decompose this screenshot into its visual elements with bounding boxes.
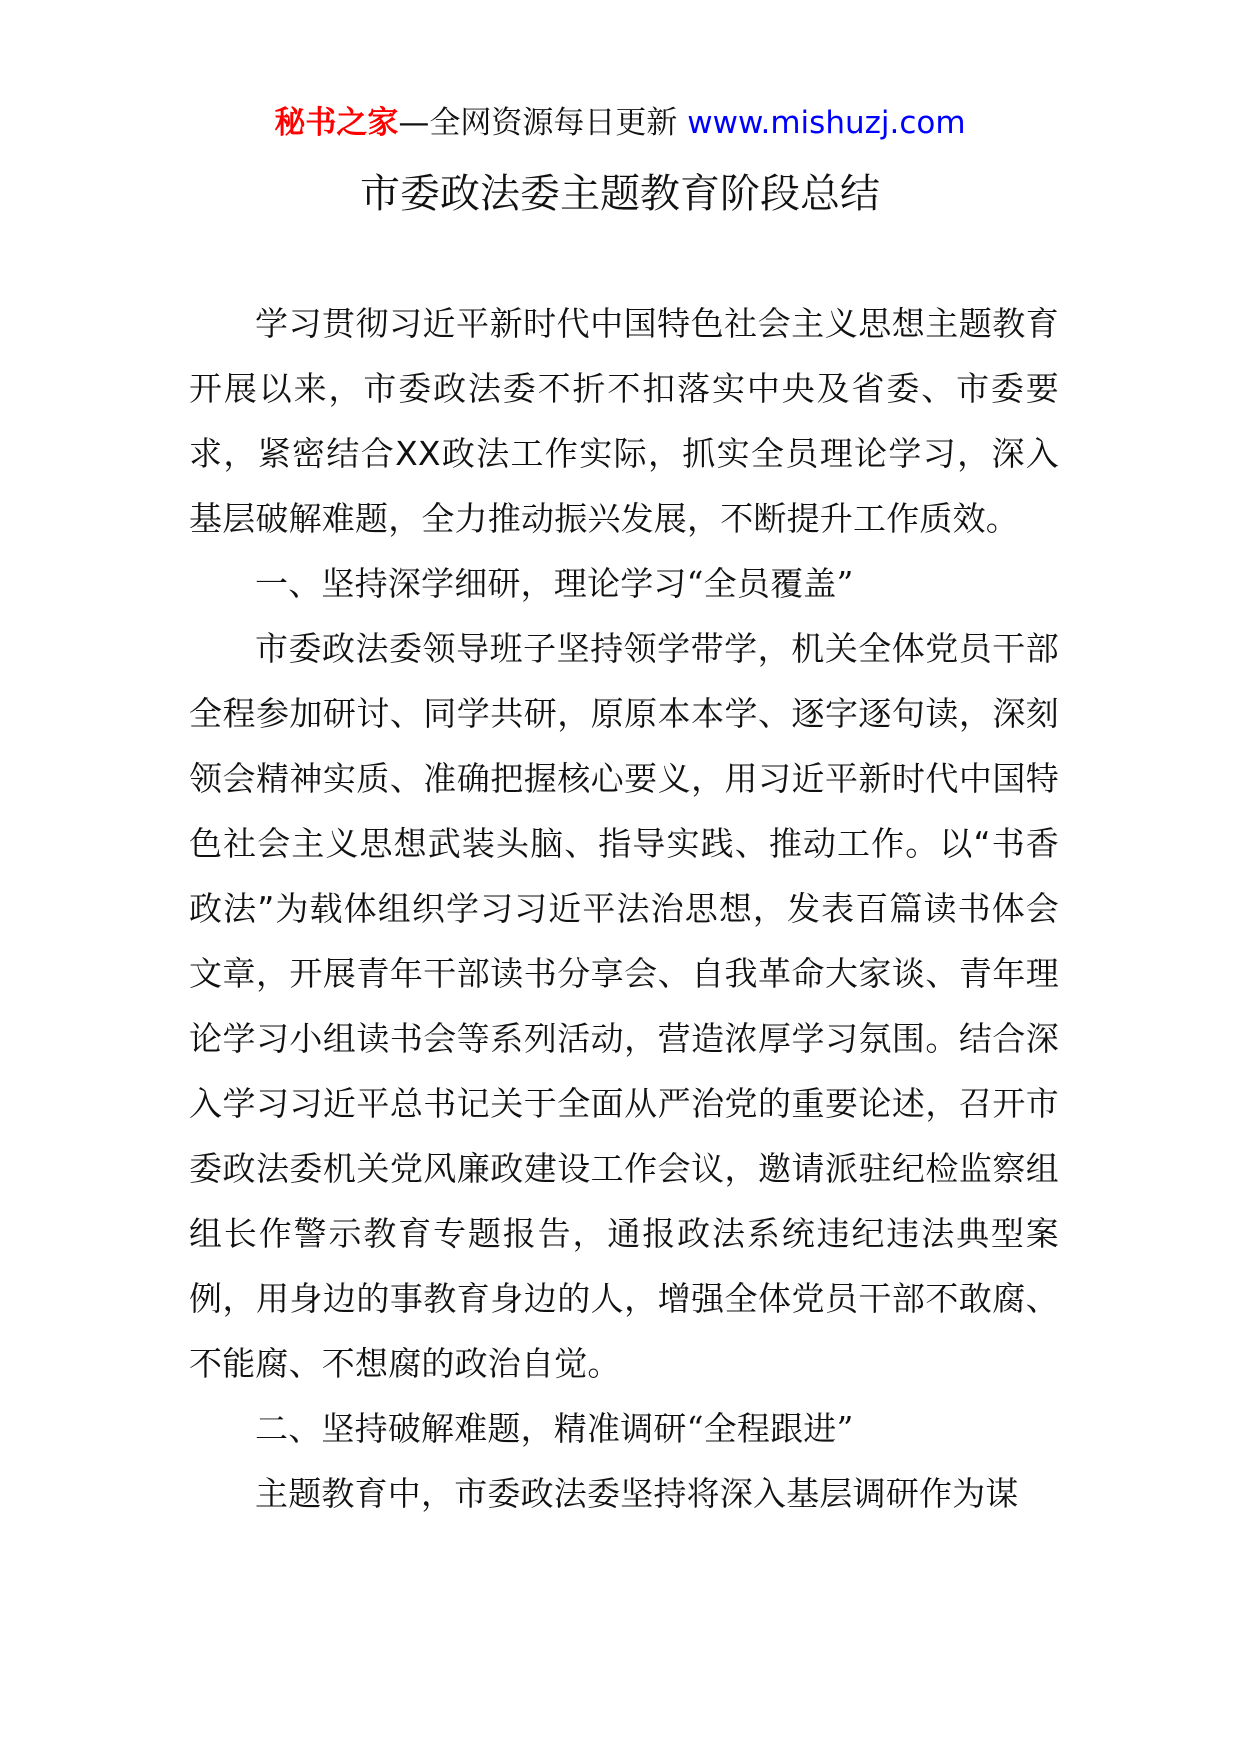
site-url-link[interactable]: www.mishuzj.com <box>687 105 966 141</box>
brand-name: 秘书之家 <box>274 105 399 141</box>
section-1-paragraph: 市委政法委领导班子坚持领学带学，机关全体党员干部全程参加研讨、同学共研，原原本本学、逐字逐句读，深刻领会精神实质、准确把握核心要义，用习近平新时代中国特色社会主义思想武装头脑、指导实践、推动工作。以“书香政法”为载体组织学习习近平法治思想，发表百篇读书体会文章，开展青年干部读书分享会、自我革命大家谈、青年理论学习小组读书会等系列活动，营造浓厚学习氛围。结合深入学习习近平总书记关于全面从严治党的重要论述，召开市委政法委机关党风廉政建设工作会议，邀请派驻纪检监察组组长作警示教育专题报告，通报政法系统违纪违法典型案例，用身边的事教育身边的人，增强全体党员干部不敢腐、不能腐、不想腐的政治自觉。 <box>189 629 1059 1383</box>
section-2-paragraph: 主题教育中，市委政法委坚持将深入基层调研作为谋 <box>255 1474 1019 1513</box>
section-heading-2: 二、坚持破解难题，精准调研“全程跟进” <box>255 1409 854 1448</box>
section-heading-1: 一、坚持深学细研，理论学习“全员覆盖” <box>255 564 854 603</box>
site-header <box>0 100 1240 146</box>
header-tagline: —全网资源每日更新 <box>398 105 678 141</box>
document-title: 市委政法委主题教育阶段总结 <box>360 171 880 217</box>
intro-paragraph: 学习贯彻习近平新时代中国特色社会主义思想主题教育开展以来，市委政法委不折不扣落实中央及省委、市委要求，紧密结合XX政法工作实际，抓实全员理论学习，深入基层破解难题，全力推动振兴发展，不断提升工作质效。 <box>189 304 1059 538</box>
document-body <box>189 291 1059 1526</box>
